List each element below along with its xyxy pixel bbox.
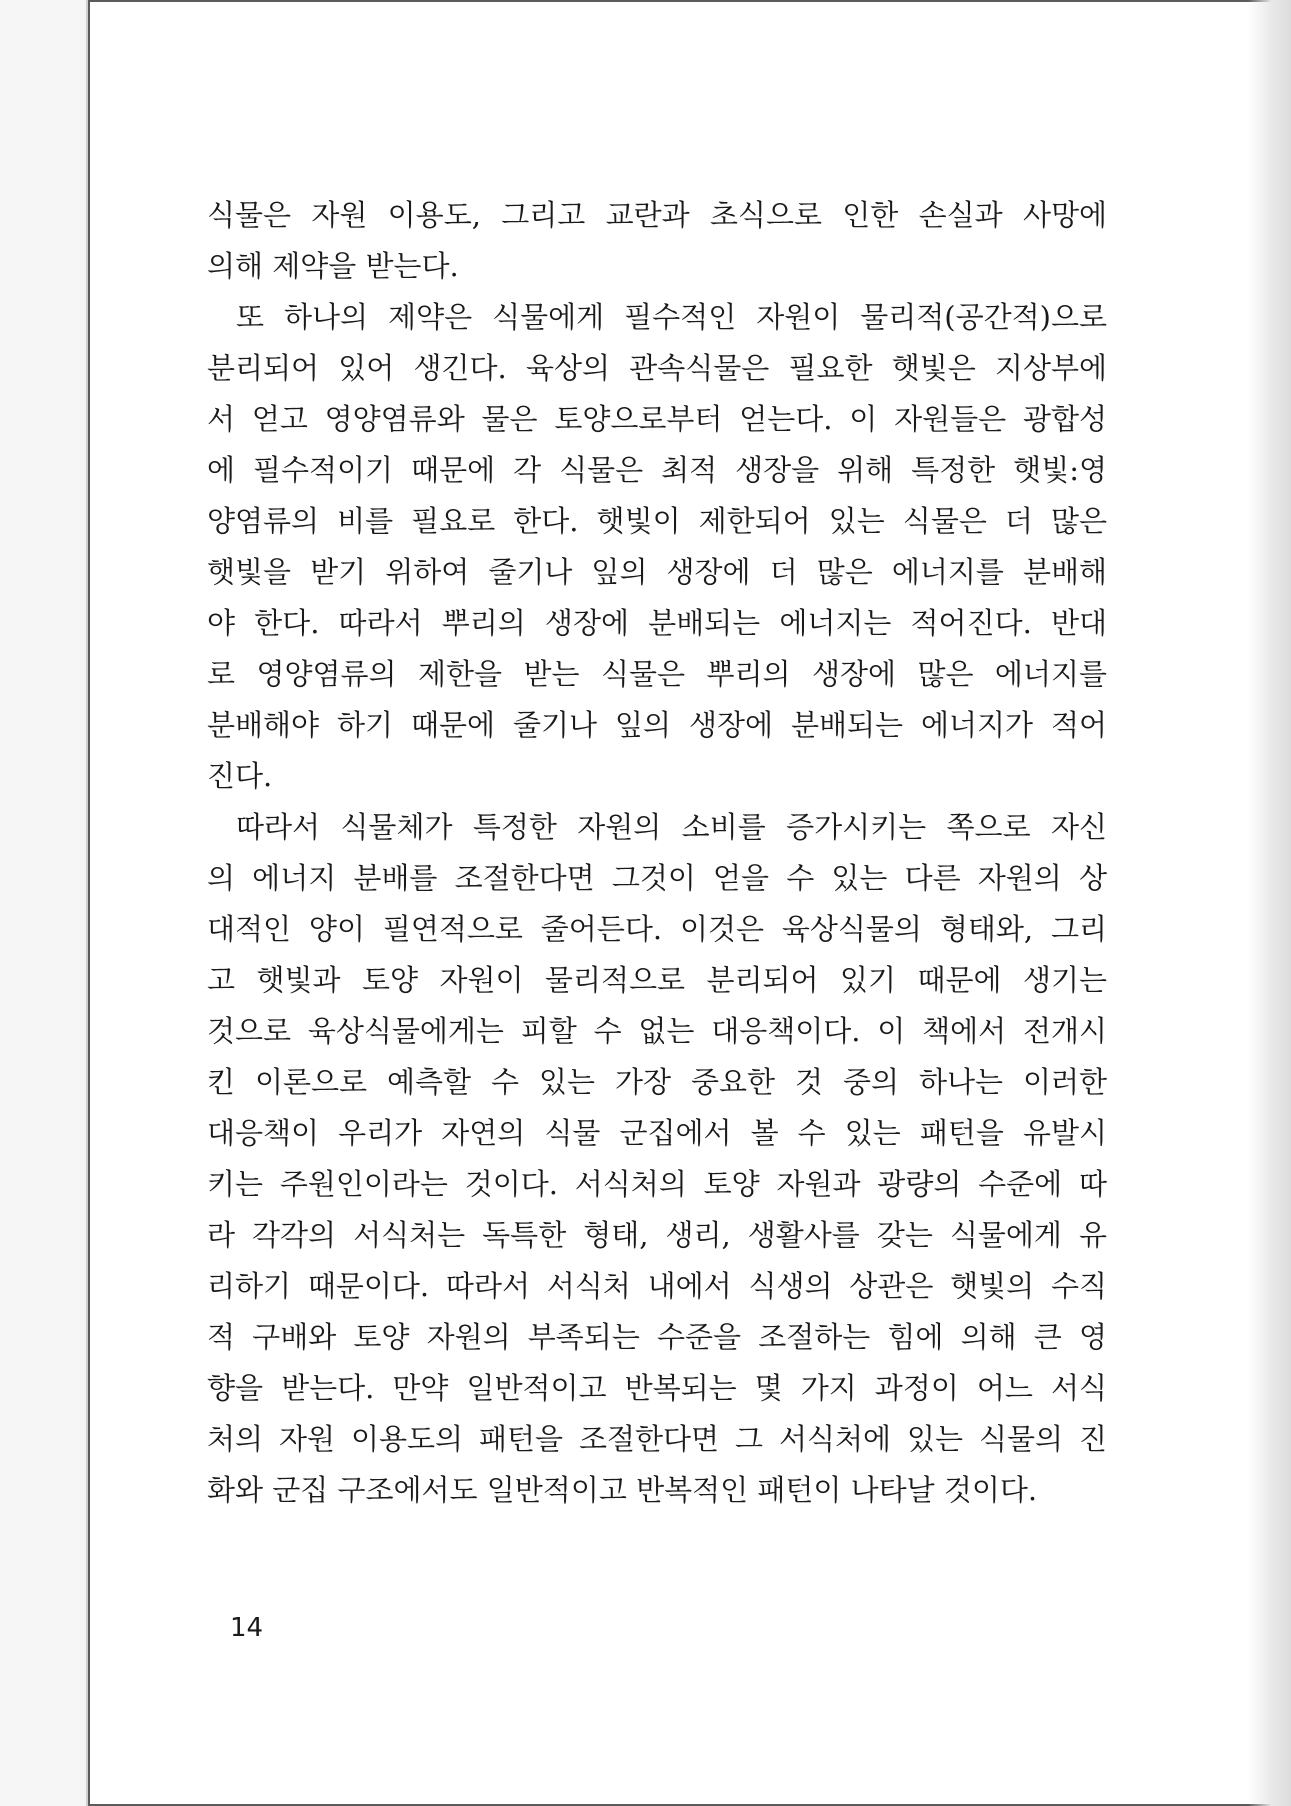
body-text [207, 190, 1107, 1516]
text-line: 의 에너지 분배를 조절한다면 그것이 얻을 수 있는 다른 자원의 상 [207, 861, 1107, 895]
text-line: 식물은 자원 이용도, 그리고 교란과 초식으로 인한 손실과 사망에 [207, 198, 1107, 232]
page-number: 14 [230, 1613, 264, 1643]
text-line: 야 한다. 따라서 뿌리의 생장에 분배되는 에너지는 적어진다. 반대 [207, 606, 1107, 640]
text-line: 라 각각의 서식처는 독특한 형태, 생리, 생활사를 갖는 식물에게 유 [207, 1218, 1107, 1252]
text-line: 햇빛을 받기 위하여 줄기나 잎의 생장에 더 많은 에너지를 분배해 [207, 555, 1107, 589]
text-line: 로 영양염류의 제한을 받는 식물은 뿌리의 생장에 많은 에너지를 [207, 657, 1107, 691]
text-line: 분배해야 하기 때문에 줄기나 잎의 생장에 분배되는 에너지가 적어 [207, 708, 1107, 742]
text-line: 서 얻고 영양염류와 물은 토양으로부터 얻는다. 이 자원들은 광합성 [207, 402, 1107, 436]
text-line: 분리되어 있어 생긴다. 육상의 관속식물은 필요한 햇빛은 지상부에 [207, 351, 1107, 385]
text-line: 처의 자원 이용도의 패턴을 조절한다면 그 서식처에 있는 식물의 진 [207, 1422, 1107, 1456]
text-line: 리하기 때문이다. 따라서 서식처 내에서 식생의 상관은 햇빛의 수직 [207, 1269, 1107, 1303]
text-line: 따라서 식물체가 특정한 자원의 소비를 증가시키는 쪽으로 자신 [236, 810, 1107, 844]
text-line: 고 햇빛과 토양 자원이 물리적으로 분리되어 있기 때문에 생기는 [207, 963, 1107, 997]
text-line: 적 구배와 토양 자원의 부족되는 수준을 조절하는 힘에 의해 큰 영 [207, 1320, 1107, 1354]
text-line: 화와 군집 구조에서도 일반적이고 반복적인 패턴이 나타날 것이다. [207, 1473, 1038, 1507]
text-line: 또 하나의 제약은 식물에게 필수적인 자원이 물리적(공간적)으로 [236, 300, 1107, 334]
page-edge-shadow [1248, 0, 1291, 1806]
text-line: 대응책이 우리가 자연의 식물 군집에서 볼 수 있는 패턴을 유발시 [207, 1116, 1107, 1150]
text-line: 키는 주원인이라는 것이다. 서식처의 토양 자원과 광량의 수준에 따 [207, 1167, 1107, 1201]
text-line: 대적인 양이 필연적으로 줄어든다. 이것은 육상식물의 형태와, 그리 [207, 912, 1107, 946]
text-line: 진다. [207, 759, 273, 793]
text-line: 양염류의 비를 필요로 한다. 햇빛이 제한되어 있는 식물은 더 많은 [207, 504, 1107, 538]
text-line: 에 필수적이기 때문에 각 식물은 최적 생장을 위해 특정한 햇빛:영 [207, 453, 1107, 487]
text-line: 의해 제약을 받는다. [207, 249, 459, 283]
text-line: 향을 받는다. 만약 일반적이고 반복되는 몇 가지 과정이 어느 서식 [207, 1371, 1107, 1405]
text-line: 것으로 육상식물에게는 피할 수 없는 대응책이다. 이 책에서 전개시 [207, 1014, 1107, 1048]
text-line: 킨 이론으로 예측할 수 있는 가장 중요한 것 중의 하나는 이러한 [207, 1065, 1107, 1099]
